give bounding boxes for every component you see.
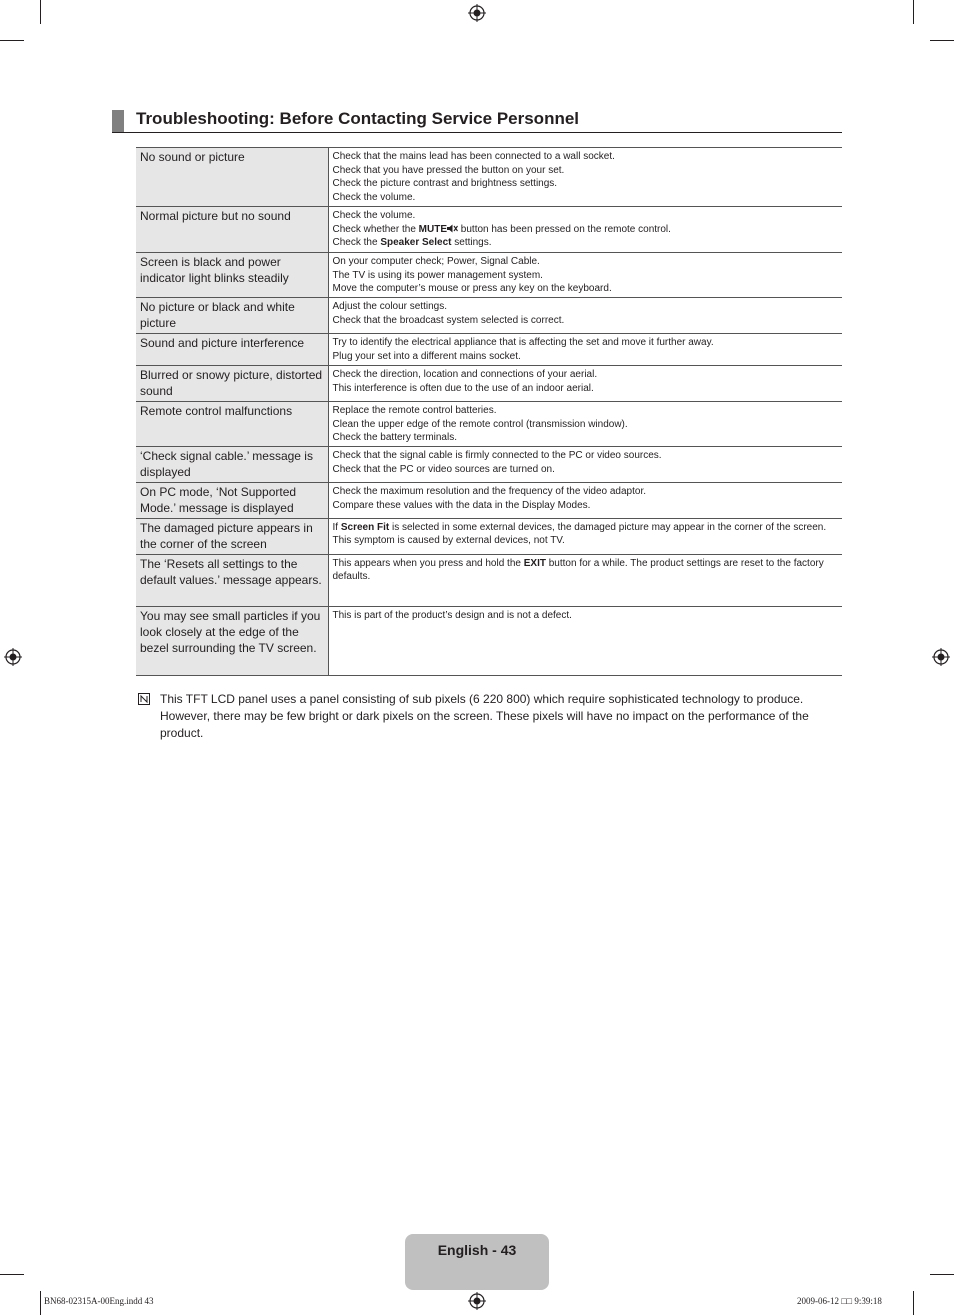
problem-cell: ‘Check signal cable.’ message is displayed (136, 447, 328, 483)
solution-line: Compare these values with the data in the Display Modes. (332, 499, 591, 511)
solution-cell (328, 606, 842, 675)
solution-line: Clean the upper edge of the remote control (transmission window). (332, 418, 628, 430)
solution-line: Check the maximum resolution and the frequency of the video adaptor. (332, 486, 647, 497)
solution-cell (328, 148, 842, 207)
solution-cell (328, 447, 842, 483)
page-title: Troubleshooting: Before Contacting Service Personnel (136, 109, 580, 128)
solution-cell (328, 518, 842, 554)
problem-cell: The ‘Resets all settings to the default values.’ message appears. (136, 554, 328, 606)
mute-key-label: MUTE (418, 223, 448, 235)
table-row (136, 606, 842, 675)
solution-text: settings. (451, 237, 492, 249)
setting-name: Speaker Select (380, 237, 452, 249)
file-slug: BN68-02315A-00Eng.indd 43 (44, 1296, 154, 1306)
problem-cell: The damaged picture appears in the corner of the screen (136, 518, 328, 554)
registration-mark-icon (468, 1292, 486, 1310)
table-row (136, 207, 842, 253)
solution-text: button for a while. The product settings are reset to the factory defaults. (332, 557, 824, 583)
solution-line: Try to identify the electrical appliance that is affecting the set and move it further away. (332, 337, 714, 348)
solution-line: The TV is using its power management system. (332, 269, 543, 281)
problem-cell: Sound and picture interference (136, 334, 328, 366)
note (136, 691, 842, 742)
page-number: English - 43 (437, 1242, 517, 1258)
crop-mark (913, 1291, 914, 1315)
table-row (136, 334, 842, 366)
solution-line: Check that the mains lead has been connected to a wall socket. (332, 151, 615, 162)
table-row (136, 554, 842, 606)
solution-line (333, 236, 839, 250)
crop-mark (913, 0, 914, 24)
troubleshooting-table (136, 147, 842, 676)
problem-cell: Remote control malfunctions (136, 402, 328, 447)
problem-cell: No picture or black and white picture (136, 298, 328, 334)
solution-line: Check the picture contrast and brightness settings. (332, 178, 558, 190)
solution-text: is selected in some external devices, the damaged picture may appear in the corner of the screen. This symptom is caused by external devices, not TV. (332, 521, 827, 547)
button-name: EXIT (523, 557, 546, 569)
solution-cell (328, 366, 842, 402)
crop-mark (0, 1274, 24, 1275)
problem-cell: You may see small particles if you look closely at the edge of the bezel surrounding the TV screen. (136, 606, 328, 675)
problem-cell: No sound or picture (136, 148, 328, 207)
solution-line: Check the volume. (332, 210, 416, 221)
table-row (136, 518, 842, 554)
registration-mark-icon (468, 4, 486, 22)
table-row (136, 447, 842, 483)
solution-line (333, 223, 839, 237)
solution-line: Adjust the colour settings. (332, 301, 448, 312)
table-row (136, 483, 842, 519)
solution-cell (328, 402, 842, 447)
note-text: This TFT LCD panel uses a panel consisting of sub pixels (6 220 800) which require sophisticated technology to produce. However, there may be few bright or dark pixels on the screen. These pixels will have no impact on the performance of the product. (160, 692, 809, 740)
crop-mark (0, 40, 24, 41)
solution-line: Check that the PC or video sources are turned on. (332, 463, 555, 475)
crop-mark (40, 0, 41, 24)
problem-cell: Normal picture but no sound (136, 207, 328, 253)
solution-cell (328, 207, 842, 253)
solution-line: Check that you have pressed the button on your set. (332, 164, 565, 176)
solution-line: This is part of the product’s design and is not a defect. (332, 609, 572, 621)
solution-line: Check the direction, location and connections of your aerial. (332, 369, 598, 380)
problem-cell: Blurred or snowy picture, distorted sound (136, 366, 328, 402)
crop-mark (930, 1274, 954, 1275)
solution-text: Check whether the (332, 223, 419, 235)
solution-line: Check that the signal cable is firmly connected to the PC or video sources. (332, 450, 662, 461)
solution-cell (328, 253, 842, 298)
solution-line: Check the battery terminals. (332, 432, 457, 444)
table-row (136, 148, 842, 207)
solution-text: This appears when you press and hold the (332, 557, 524, 569)
crop-mark (40, 1291, 41, 1315)
solution-line: Check the volume. (332, 191, 416, 203)
registration-mark-icon (4, 648, 22, 666)
solution-cell (328, 483, 842, 519)
solution-line: Check that the broadcast system selected is correct. (332, 314, 565, 326)
solution-line: On your computer check; Power, Signal Cable. (332, 256, 540, 267)
table-row (136, 402, 842, 447)
solution-text: button has been pressed on the remote control. (458, 223, 671, 235)
problem-cell: On PC mode, ‘Not Supported Mode.’ message is displayed (136, 483, 328, 519)
section-header (112, 108, 842, 133)
solution-line: Replace the remote control batteries. (332, 405, 497, 416)
solution-text: If (332, 521, 341, 533)
table-row (136, 253, 842, 298)
title-marker (112, 110, 124, 132)
note-icon (138, 693, 150, 705)
timestamp-slug: 2009-06-12 □□ 9:39:18 (797, 1296, 882, 1306)
page-number-tab (405, 1234, 549, 1290)
table-row (136, 366, 842, 402)
setting-name: Screen Fit (340, 521, 390, 533)
crop-mark (930, 40, 954, 41)
solution-text: Check the (332, 237, 381, 249)
problem-cell: Screen is black and power indicator light blinks steadily (136, 253, 328, 298)
solution-line: Move the computer’s mouse or press any key on the keyboard. (332, 283, 612, 295)
table-row (136, 298, 842, 334)
solution-cell (328, 298, 842, 334)
solution-cell (328, 334, 842, 366)
mute-icon (447, 224, 458, 233)
solution-line: Plug your set into a different mains socket. (332, 350, 521, 362)
solution-cell (328, 554, 842, 606)
solution-line: This interference is often due to the use of an indoor aerial. (332, 382, 594, 394)
registration-mark-icon (932, 648, 950, 666)
